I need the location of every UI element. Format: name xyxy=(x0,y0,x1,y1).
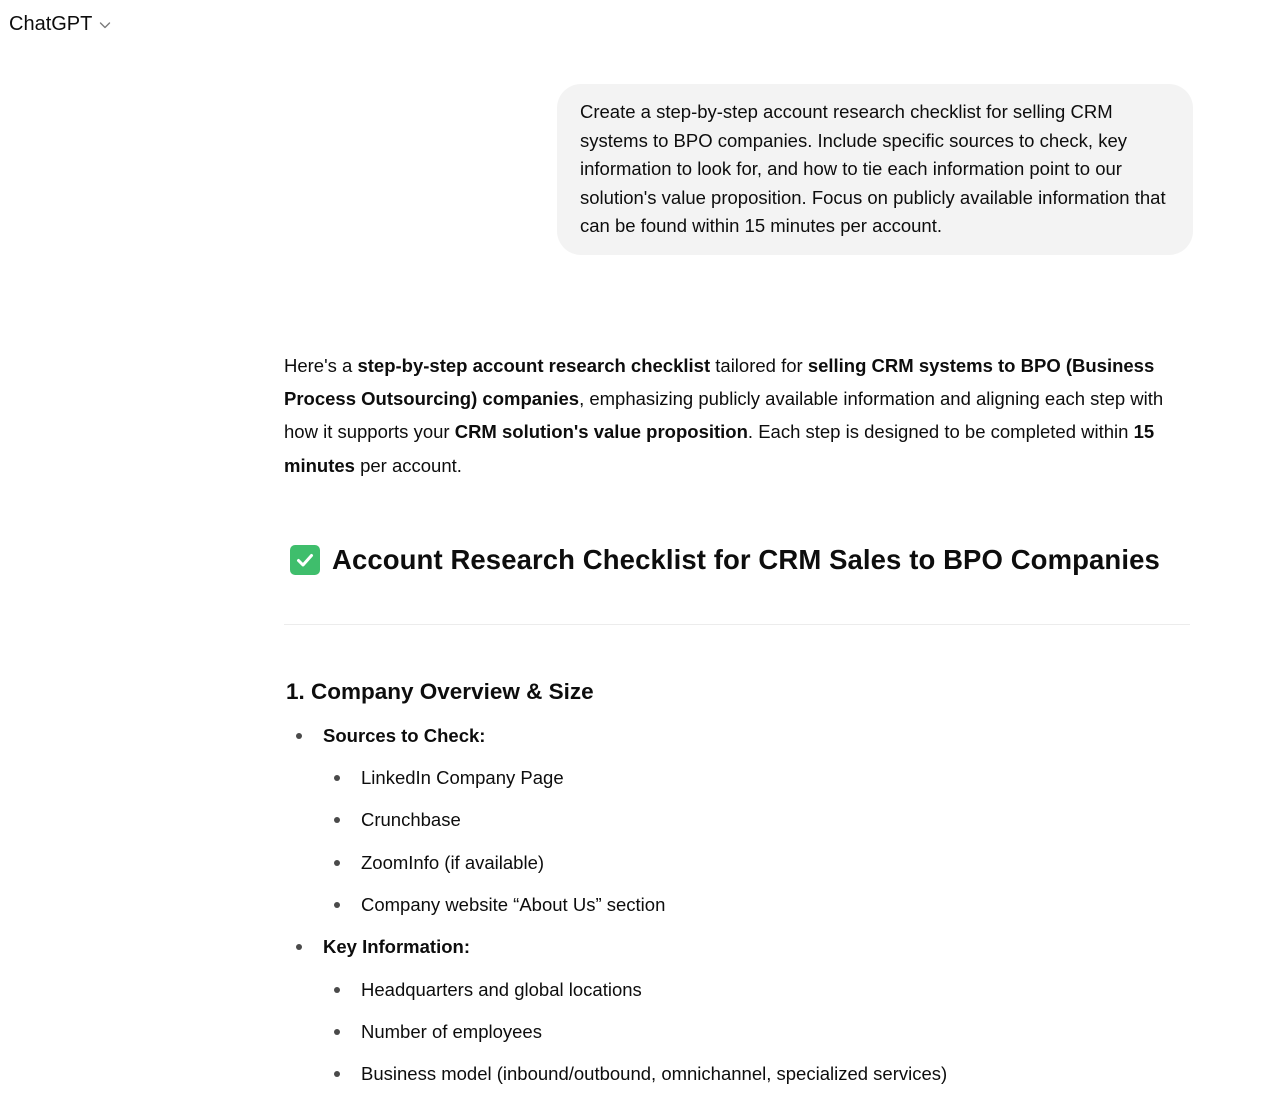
checklist-heading-text: Account Research Checklist for CRM Sales to BPO Companies xyxy=(332,543,1160,575)
source-item: LinkedIn Company Page xyxy=(361,767,564,789)
intro-paragraph xyxy=(284,349,1194,482)
intro-text-2: tailored for xyxy=(710,355,808,376)
intro-text-3: , emphasizing publicly available information and aligning each step with how it supports your xyxy=(284,388,1164,443)
user-message-bubble xyxy=(557,84,1193,255)
source-item: ZoomInfo (if available) xyxy=(361,851,545,873)
section-divider xyxy=(284,624,1190,625)
list-item xyxy=(323,799,1194,841)
source-item: Crunchbase xyxy=(361,809,461,831)
bullet-icon xyxy=(334,902,340,908)
source-item: Company website “About Us” section xyxy=(361,894,666,915)
bullet-icon xyxy=(334,860,340,866)
user-message-text: Create a step-by-step account research checklist for selling CRM systems to BPO companies. Include specific sources to check, key information to look for, and how to tie each information point to our solution's value proposition. Focus on publicly available information that can be found within 15 minutes per account. xyxy=(580,101,1166,236)
intro-bold-4: 15 minutes xyxy=(284,421,1155,476)
list-item xyxy=(284,715,1194,926)
key-info-label: Key Information: xyxy=(323,936,470,958)
list-item xyxy=(323,842,1194,884)
assistant-message xyxy=(284,349,1194,1095)
bullet-icon xyxy=(296,733,302,739)
key-info-list xyxy=(323,969,1194,1096)
model-name: ChatGPT xyxy=(9,12,93,35)
list-item xyxy=(323,757,1194,799)
sources-list xyxy=(323,757,1194,926)
list-item xyxy=(323,1011,1194,1053)
chevron-down-icon xyxy=(98,18,112,32)
model-selector[interactable] xyxy=(9,10,112,38)
key-info-item: Headquarters and global locations xyxy=(361,978,642,1000)
key-info-item: Business model (inbound/outbound, omnichannel, specialized services) xyxy=(361,1063,948,1085)
intro-bold-1: step-by-step account research checklist xyxy=(357,355,711,376)
bullet-icon xyxy=(334,817,340,823)
list-item xyxy=(323,969,1194,1011)
bullet-icon xyxy=(334,1071,340,1077)
intro-text-4: . Each step is designed to be completed within xyxy=(747,421,1134,443)
intro-bold-2: selling CRM systems to BPO (Business Process Outsourcing) companies xyxy=(284,355,1155,410)
check-mark-button-icon xyxy=(290,545,320,575)
bullet-icon xyxy=(334,1029,340,1035)
intro-bold-3: CRM solution's value proposition xyxy=(454,421,748,443)
section-1-list xyxy=(284,715,1194,1096)
intro-text-1: Here's a xyxy=(284,355,358,376)
checklist-heading xyxy=(284,540,1194,580)
sources-label: Sources to Check: xyxy=(323,724,486,746)
bullet-icon xyxy=(296,944,302,950)
bullet-icon xyxy=(334,775,340,781)
list-item xyxy=(284,926,1194,1095)
key-info-item: Number of employees xyxy=(361,1020,542,1042)
section-1-title: 1. Company Overview & Size xyxy=(286,678,594,704)
intro-text-5: per account. xyxy=(354,454,462,476)
list-item xyxy=(323,884,1194,926)
bullet-icon xyxy=(334,987,340,993)
list-item xyxy=(323,1053,1194,1095)
